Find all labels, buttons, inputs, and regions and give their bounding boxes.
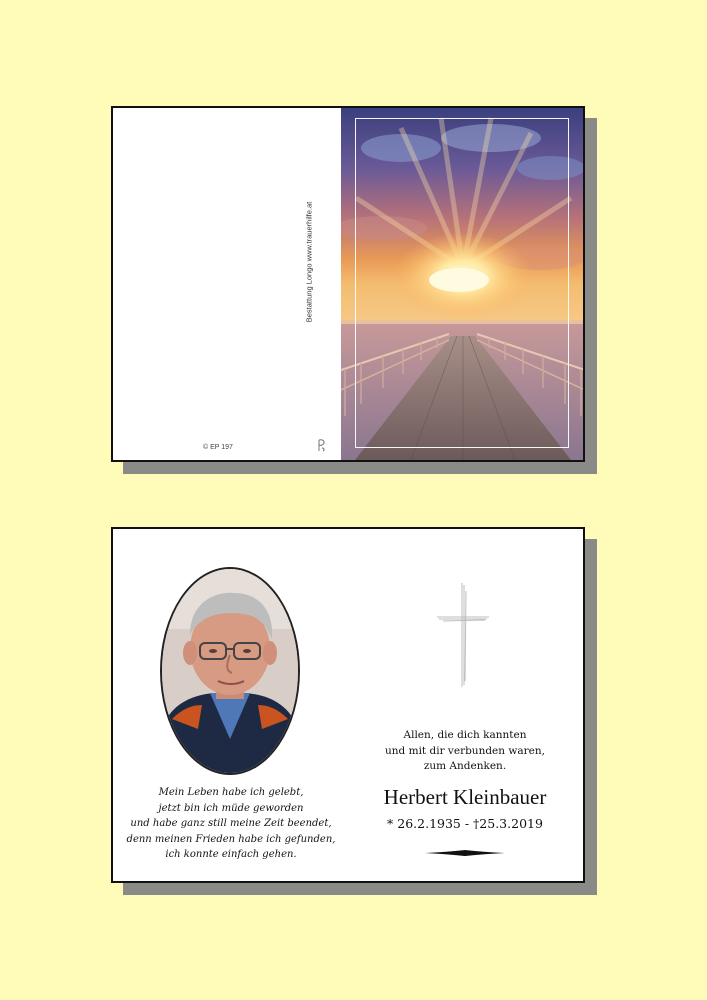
poem-verse bbox=[113, 785, 349, 863]
poem-line: Mein Leben habe ich gelebt, bbox=[158, 787, 304, 798]
back-panel bbox=[113, 108, 342, 460]
poem-line: und habe ganz still meine Zeit beendet, bbox=[130, 818, 332, 829]
deceased-name: Herbert Kleinbauer bbox=[383, 785, 547, 809]
portrait-image bbox=[162, 569, 298, 773]
farewell-line: Allen, die dich kannten bbox=[403, 729, 527, 741]
portrait-photo bbox=[160, 567, 300, 775]
ornament-divider-icon bbox=[425, 849, 505, 857]
sunset-pier-photo bbox=[341, 108, 585, 460]
publisher-logo-icon bbox=[316, 438, 328, 452]
poem-line: denn meinen Frieden habe ich gefunden, bbox=[126, 833, 336, 845]
farewell-line: zum Andenken. bbox=[423, 760, 507, 772]
farewell-text bbox=[345, 728, 585, 775]
funeral-home-credit: Bestattung Longo www.trauerhilfe.at bbox=[304, 201, 314, 323]
life-dates: * 26.2.1935 - †25.3.2019 bbox=[387, 816, 543, 831]
farewell-line: und mit dir verbunden waren, bbox=[385, 744, 545, 757]
copyright-text: © EP 197 bbox=[203, 444, 233, 451]
photo-inner-frame bbox=[355, 118, 569, 448]
cross-icon bbox=[433, 581, 493, 689]
memorial-card-front bbox=[111, 527, 585, 883]
poem-line: ich konnte einfach gehen. bbox=[165, 849, 297, 860]
memorial-card-back bbox=[111, 106, 585, 462]
poem-line: jetzt bin ich müde geworden bbox=[158, 802, 304, 814]
